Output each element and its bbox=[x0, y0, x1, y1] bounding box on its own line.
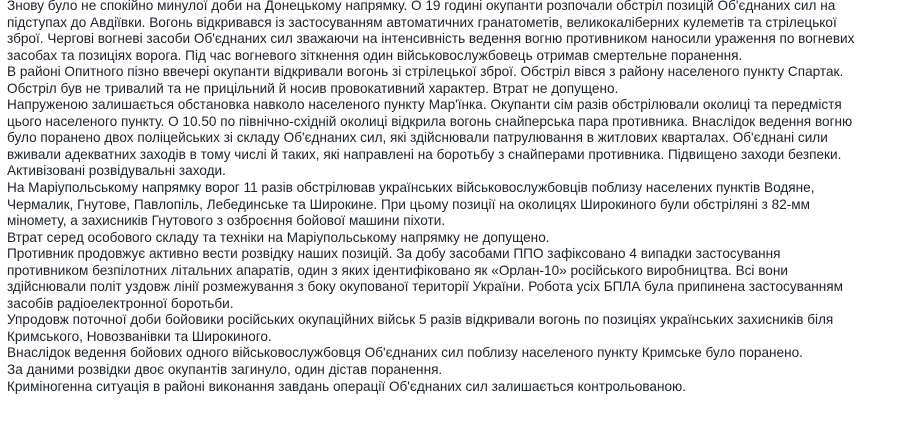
text-line: Упродовж поточної доби бойовики російських окупаційних військ 5 разів відкривали вогонь по позиціях українських захисників біля bbox=[7, 312, 834, 328]
paragraph-mariupol bbox=[7, 180, 923, 230]
paragraph-krymske-wounded bbox=[7, 345, 923, 362]
paragraph-krymske-fire bbox=[7, 312, 923, 345]
text-line: Кримського, Новозванівки та Широкиного. bbox=[7, 328, 272, 344]
text-line: Внаслідок ведення бойових одного військовослужбовця Об'єднаних сил поблизу населеного пункту Кримське було поранено. bbox=[7, 345, 803, 361]
text-line: міномету, а захисників Гнутового з озброєння бойової машини піхоти. bbox=[7, 213, 446, 229]
paragraph-marinka bbox=[7, 97, 923, 180]
text-line: Знову було не спокійно минулої доби на Донецькому напрямку. О 19 годині окупанти розпочали обстріл позицій Об'єднаних сил на bbox=[7, 0, 836, 13]
text-line: Криміногенна ситуація в районі виконання завдань операції Об'єднаних сил залишається контрольованою. bbox=[7, 378, 687, 394]
text-line: засобах та позиціях ворога. Під час вогневого зіткнення один військовослужбовець отримав смертельне поранення. bbox=[7, 47, 743, 63]
text-line: На Маріупольському напрямку ворог 11 разів обстрілював українських військовослужбовців поблизу населених пунктів Водяне, bbox=[7, 180, 815, 196]
paragraph-recon bbox=[7, 246, 923, 312]
text-line: Чермалик, Гнутове, Павлопіль, Лебединське та Широкине. При цьому позиції на околицях Широкиного були обстріляні з 82-мм bbox=[7, 196, 810, 212]
text-line: противником безпілотних літальних апаратів, один з яких ідентифіковано як «Орлан-10» російського виробництва. Всі вони bbox=[7, 262, 788, 278]
text-line: Обстріл був не тривалий та не прицільний й носив провокативний характер. Втрат не допущено. bbox=[7, 80, 619, 96]
text-line: В районі Опитного пізно ввечері окупанти відкривали вогонь зі стрілецької зброї. Обстріл вівся з району населеного пункту Спартак. bbox=[7, 64, 844, 80]
paragraph-intel bbox=[7, 362, 923, 379]
paragraph-donetsk bbox=[7, 0, 923, 64]
text-line: вживали адекватних заходів в тому числі й таких, які направлені на боротьбу з снайперами противника. Підвищено заходи безпеки. bbox=[7, 146, 842, 162]
text-line: підступах до Авдіївки. Вогонь відкривався із застосуванням автоматичних гранатометів, великокаліберних кулеметів та стрілецької bbox=[7, 14, 837, 30]
text-line: здійснювали політ уздовж лінії розмежування з боку окупованої території України. Робота усіх БПЛА була припинена застосуванням bbox=[7, 279, 843, 295]
paragraph-crime-situation bbox=[7, 379, 923, 396]
text-line: засобів радіоелектронної боротьби. bbox=[7, 295, 234, 311]
text-line: цього населеного пункту. О 10.50 по північно-східній околиці відкрила вогонь снайперська пара противника. Внаслідок ведення вогню bbox=[7, 113, 853, 129]
text-line: зброї. Чергові вогневі засоби Об'єднаних сил зважаючи на інтенсивність ведення вогню противником наносили ураження по вогневих bbox=[7, 31, 855, 47]
text-line: Активізовані розвідувальні заходи. bbox=[7, 163, 226, 179]
text-line: За даними розвідки двоє окупантів загинуло, один дістав поранення. bbox=[7, 362, 443, 378]
paragraph-mariupol-losses bbox=[7, 230, 923, 247]
text-line: було поранено двох поліцейських зі складу Об'єднаних сил, які здійснювали патрулювання в житлових кварталах. Об'єднані сили bbox=[7, 130, 828, 146]
paragraph-opytne bbox=[7, 64, 923, 97]
text-line: Противник продовжує активно вести розвідку наших позицій. За добу засобами ППО зафіксовано 4 випадки застосування bbox=[7, 246, 781, 262]
text-line: Втрат серед особового складу та техніки на Маріупольському напрямку не допущено. bbox=[7, 229, 550, 245]
text-line: Напруженою залишається обстановка навколо населеного пункту Мар'їнка. Окупанти сім разів обстрілювали околиці та передмістя bbox=[7, 97, 842, 113]
